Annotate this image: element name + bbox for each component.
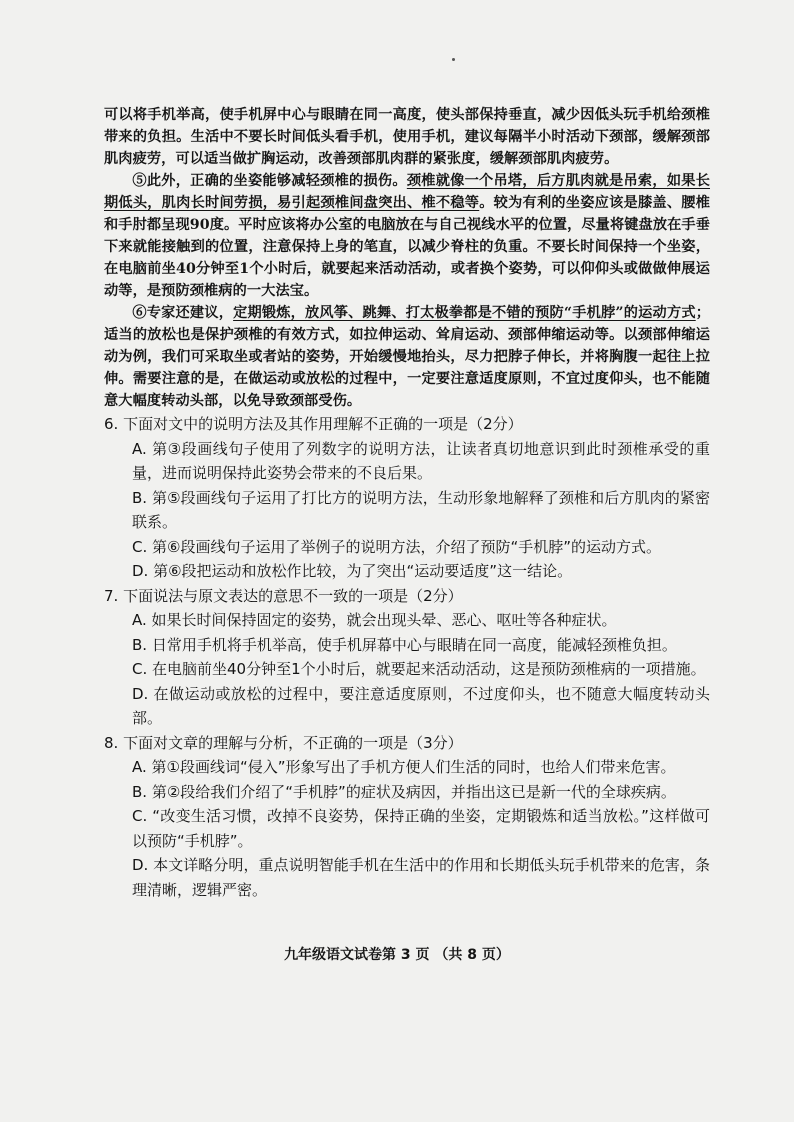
- scan-dot: [452, 58, 455, 61]
- page-footer: 九年级语文试卷第 3 页 （共 8 页）: [284, 947, 510, 963]
- option-a: A. 第①段画线词“侵入”形象写出了手机方便人们生活的同时，也给人们带来危害。: [132, 758, 676, 776]
- question-stem: 7. 下面说法与原文表达的意思不一致的一项是（2分）: [104, 586, 463, 605]
- question-6: [104, 412, 710, 584]
- p5-lead: ⑤此外，正确的坐姿能够减轻颈椎的损伤。: [132, 173, 407, 189]
- passage-paragraph-5: [104, 170, 710, 302]
- question-stem: 8. 下面对文章的理解与分析，不正确的一项是（3分）: [104, 733, 463, 752]
- question-8: [104, 731, 710, 903]
- question-list: [104, 412, 710, 902]
- question-7: [104, 584, 710, 731]
- option-a: A. 第③段画线句子使用了列数字的说明方法，让读者真切地意识到此时颈椎承受的重量，进而说明保持此姿势会带来的不良后果。: [132, 439, 710, 482]
- option-b: B. 第⑤段画线句子运用了打比方的说明方法，生动形象地解释了颈椎和后方肌肉的紧密联系。: [132, 488, 710, 531]
- p6-rest: ；适当的放松也是保护颈椎的有效方式，如拉伸运动、耸肩运动、颈部伸缩运动等。以颈部伸缩运动为例，我们可采取坐或者站的姿势，开始缓慢地抬头，尽力把脖子伸长，并将胸腹一起往上拉伸。需要注意的是，在做运动或放松的过程中，一定要注意适度原则，不宜过度仰头，也不能随意大幅度转动头部，以免导致颈部受伤。: [104, 305, 711, 409]
- option-a: A. 如果长时间保持固定的姿势，就会出现头晕、恶心、呕吐等各种症状。: [132, 611, 617, 629]
- p5-underlined-sentence: 颈椎就像一个吊塔，后方肌肉就是吊索，如果长期低头，肌肉长时间劳损，易引起颈椎间盘突出、椎不稳等: [104, 173, 710, 211]
- option-c: C. 第⑥段画线句子运用了举例子的说明方法，介绍了预防“手机脖”的运动方式。: [132, 537, 662, 556]
- passage-paragraph-continued: 可以将手机举高，使手机屏中心与眼睛在同一高度，使头部保持垂直，减少因低头玩手机给颈椎带来的负担。生活中不要长时间低头看手机，使用手机，建议每隔半小时活动下颈部，缓解颈部肌肉疲劳，可以适当做扩胸运动，改善颈部肌肉群的紧张度，缓解颈部肌肉疲劳。: [104, 107, 710, 167]
- p6-underlined-sentence: 定期锻炼，放风筝、跳舞、打太极拳都是不错的预防“手机脖”的运动方式: [233, 305, 696, 321]
- option-c: C. “改变生活习惯，改掉不良姿势，保持正确的坐姿，定期锻炼和适当放松。”这样做可以预防“手机脖”。: [132, 807, 710, 850]
- option-c: C. 在电脑前坐40分钟至1个小时后，就要起来活动活动，这是预防颈椎病的一项措施。: [132, 660, 706, 678]
- page-content: [104, 104, 710, 902]
- p6-lead: ⑥专家还建议，: [132, 305, 234, 321]
- p5-rest: 。较为有利的坐姿应该是膝盖、腰椎和手肘都呈现90度。平时应该将办公室的电脑放在与自己视线水平的位置，尽量将键盘放在手垂下来就能接触到的位置，注意保持上身的笔直，以减少脊柱的负重。不要长时间保持一个坐姿，在电脑前坐40分钟至1个小时后，就要起来活动活动，或者换个姿势，可以仰仰头或做做伸展运动等，是预防颈椎病的一大法宝。: [104, 195, 710, 299]
- option-b: B. 第②段给我们介绍了“手机脖”的症状及病因，并指出这已是新一代的全球疾病。: [132, 782, 676, 801]
- option-d: D. 本文详略分明，重点说明智能手机在生活中的作用和长期低头玩手机带来的危害，条理清晰，逻辑严密。: [132, 856, 710, 899]
- question-stem: 6. 下面对文中的说明方法及其作用理解不正确的一项是（2分）: [104, 415, 523, 433]
- option-d: D. 第⑥段把运动和放松作比较，为了突出“运动要适度”这一结论。: [132, 562, 573, 580]
- passage-paragraph-6: [104, 302, 710, 412]
- option-b: B. 日常用手机将手机举高，使手机屏幕中心与眼睛在同一高度，能减轻颈椎负担。: [132, 635, 677, 654]
- option-d: D. 在做运动或放松的过程中，要注意适度原则，不过度仰头，也不随意大幅度转动头部。: [132, 684, 710, 727]
